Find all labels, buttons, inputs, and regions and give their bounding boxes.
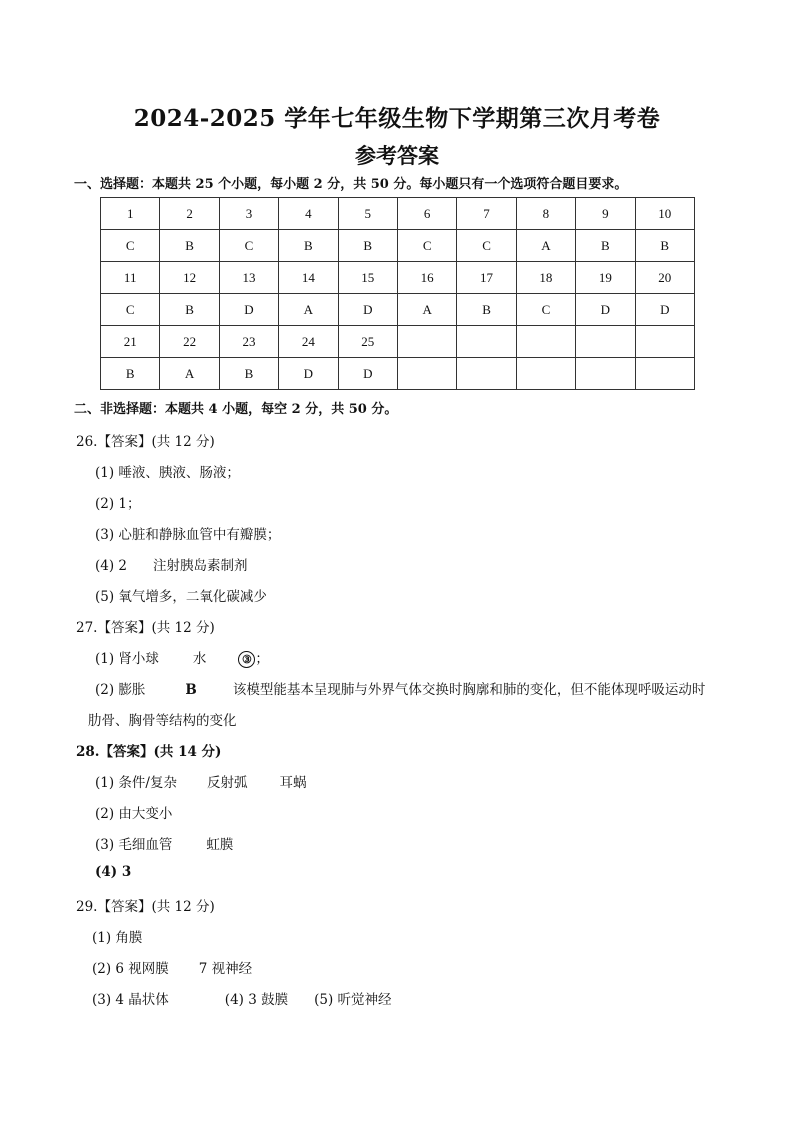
table-cell: A (160, 358, 219, 390)
page-title: 2024-2025 学年七年级生物下学期第三次月考卷 (133, 105, 661, 132)
table-cell: 22 (160, 326, 219, 358)
table-cell: 12 (160, 262, 219, 294)
table-cell: 15 (338, 262, 397, 294)
q28-answer-2: (2) 由大变小 (95, 806, 173, 822)
table-cell: B (219, 358, 278, 390)
table-row (101, 326, 695, 358)
q27-answer-1 (95, 647, 269, 668)
q28-answer-4: (4) 3 (95, 864, 132, 880)
q28-answer-3 (95, 833, 233, 853)
table-cell: 20 (635, 262, 694, 294)
table-cell: D (635, 294, 694, 326)
q27-answer-1-end: ； (255, 651, 269, 667)
table-cell: 6 (397, 198, 456, 230)
section-1-heading: 一、选择题：本题共 25 个小题，每小题 2 分，共 50 分。每小题只有一个选项符合题目要求。 (74, 177, 628, 192)
table-cell: 17 (457, 262, 516, 294)
table-cell: 10 (635, 198, 694, 230)
table-cell: A (397, 294, 456, 326)
table-cell (635, 326, 694, 358)
q29-answer-3-5 (92, 988, 392, 1008)
q28-answer-3-b: 虹膜 (206, 837, 234, 853)
table-cell: B (576, 230, 635, 262)
q26-answer-1: (1) 唾液、胰液、肠液； (95, 465, 240, 481)
q26-answer-5: (5) 氧气增多，二氧化碳减少 (95, 589, 267, 605)
table-cell (576, 358, 635, 390)
table-cell: 21 (101, 326, 160, 358)
q27-answer-2-label: (2) 膨胀 (95, 682, 146, 698)
q27-circled-number: ③ (238, 651, 255, 668)
section-2-heading: 二、非选择题：本题共 4 小题，每空 2 分，共 50 分。 (74, 402, 398, 417)
q27-answer-2 (95, 678, 705, 698)
q28-answer-1-c: 耳蜗 (279, 775, 307, 791)
table-cell: C (516, 294, 575, 326)
table-cell (457, 326, 516, 358)
q27-header: 27.【答案】(共 12 分) (76, 620, 215, 636)
page-subtitle: 参考答案 (355, 143, 439, 168)
table-cell: D (219, 294, 278, 326)
table-cell: 7 (457, 198, 516, 230)
table-cell: D (338, 358, 397, 390)
q26-header: 26.【答案】(共 12 分) (76, 434, 215, 450)
q27-answer-2-continued: 肋骨、胸骨等结构的变化 (88, 713, 237, 729)
table-cell: 24 (279, 326, 338, 358)
table-cell (397, 326, 456, 358)
table-cell: 8 (516, 198, 575, 230)
table-cell: B (635, 230, 694, 262)
q29-answer-3: (3) 4 晶状体 (92, 992, 169, 1008)
choice-answer-table (100, 197, 695, 390)
table-cell (397, 358, 456, 390)
table-cell: B (338, 230, 397, 262)
table-cell: 14 (279, 262, 338, 294)
table-cell: B (279, 230, 338, 262)
table-cell: 18 (516, 262, 575, 294)
q28-header: 28.【答案】(共 14 分) (76, 744, 222, 760)
q27-answer-2-b: B (185, 682, 197, 698)
table-cell: A (279, 294, 338, 326)
q29-answer-5: (5) 听觉神经 (314, 992, 392, 1008)
table-cell: D (279, 358, 338, 390)
table-cell: 16 (397, 262, 456, 294)
table-cell: 11 (101, 262, 160, 294)
table-cell: D (338, 294, 397, 326)
table-cell (516, 326, 575, 358)
table-cell: 23 (219, 326, 278, 358)
table-row (101, 294, 695, 326)
q28-answer-1-label: (1) 条件/复杂 (95, 775, 177, 791)
q29-header: 29.【答案】(共 12 分) (76, 899, 215, 915)
q27-answer-1-b: 水 (192, 651, 207, 667)
table-cell: 13 (219, 262, 278, 294)
q27-answer-1-label: (1) 肾小球 (95, 651, 159, 667)
table-cell (457, 358, 516, 390)
table-cell: C (457, 230, 516, 262)
table-cell (635, 358, 694, 390)
table-cell: D (576, 294, 635, 326)
table-cell: C (101, 294, 160, 326)
q26-answer-3: (3) 心脏和静脉血管中有瓣膜； (95, 527, 281, 543)
q27-answer-2-text: 该模型能基本呈现肺与外界气体交换时胸廓和肺的变化，但不能体现呼吸运动时 (232, 682, 706, 698)
table-cell: 3 (219, 198, 278, 230)
q29-answer-2-b: 7 视神经 (198, 961, 253, 977)
q29-answer-1: (1) 角膜 (92, 930, 143, 946)
table-cell: C (397, 230, 456, 262)
table-cell (576, 326, 635, 358)
table-cell (516, 358, 575, 390)
table-cell: 9 (576, 198, 635, 230)
table-cell: B (160, 230, 219, 262)
q29-answer-2 (92, 957, 252, 977)
table-cell: 19 (576, 262, 635, 294)
q28-answer-1 (95, 771, 306, 791)
table-cell: B (101, 358, 160, 390)
q28-answer-1-b: 反射弧 (206, 775, 248, 791)
q29-answer-4: (4) 3 鼓膜 (224, 992, 289, 1008)
q26-answer-2: (2) 1； (95, 496, 141, 512)
table-cell: 2 (160, 198, 219, 230)
table-cell: 5 (338, 198, 397, 230)
q26-answer-4 (95, 554, 248, 574)
q26-answer-4-text: 注射胰岛素制剂 (153, 558, 248, 574)
table-cell: 25 (338, 326, 397, 358)
table-cell: C (101, 230, 160, 262)
table-cell: 1 (101, 198, 160, 230)
q29-answer-2-label: (2) 6 视网膜 (92, 961, 169, 977)
table-row (101, 198, 695, 230)
table-row (101, 262, 695, 294)
table-cell: B (457, 294, 516, 326)
table-row (101, 358, 695, 390)
q28-answer-3-label: (3) 毛细血管 (95, 837, 173, 853)
table-cell: A (516, 230, 575, 262)
table-cell: B (160, 294, 219, 326)
table-cell: C (219, 230, 278, 262)
q26-answer-4-label: (4) 2 (95, 558, 128, 574)
table-row (101, 230, 695, 262)
table-cell: 4 (279, 198, 338, 230)
